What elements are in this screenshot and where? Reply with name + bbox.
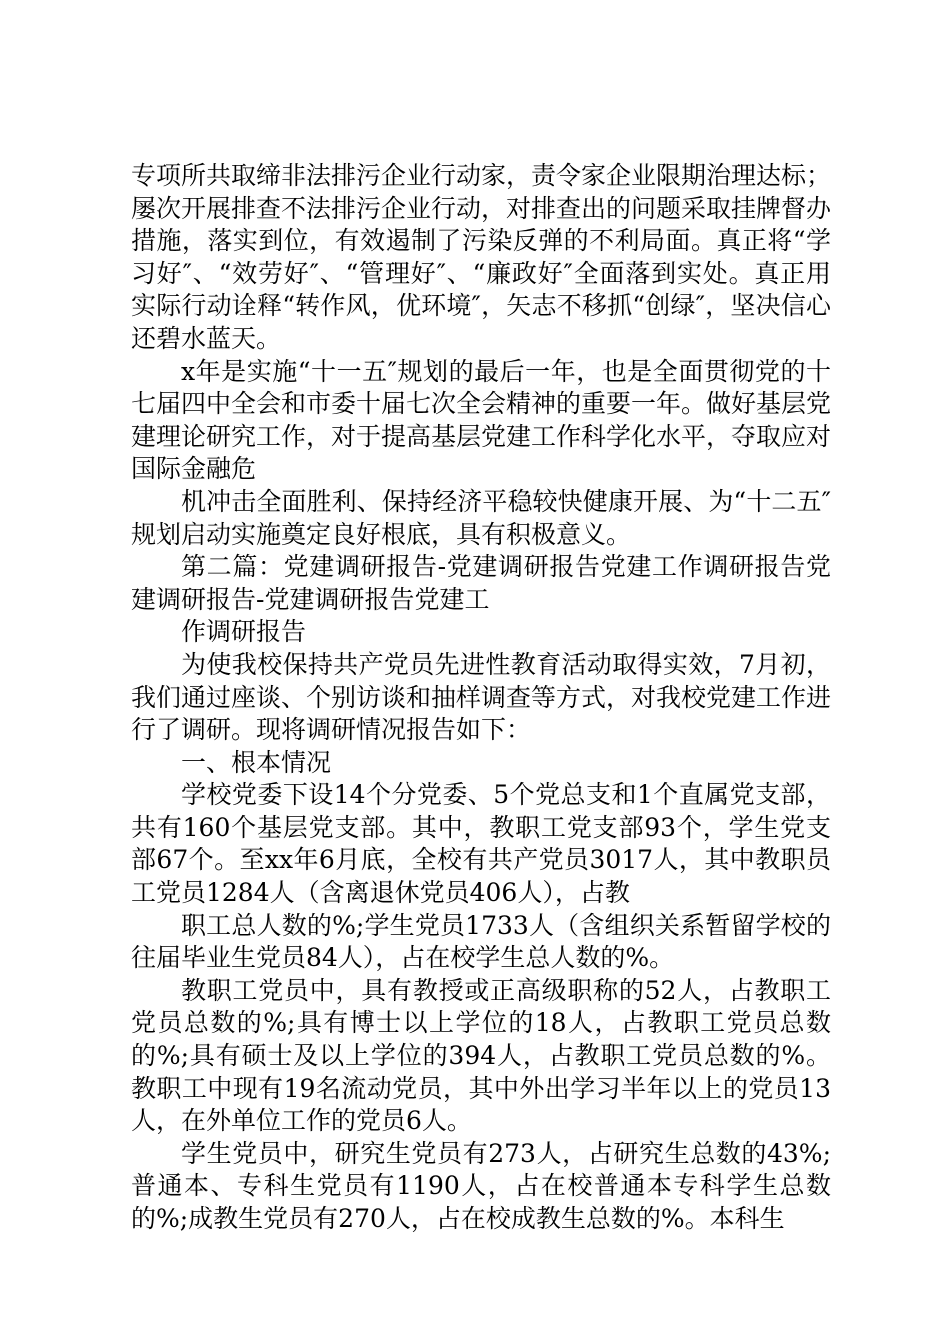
document-body bbox=[131, 160, 831, 1236]
paragraph-pollution-control: 专项所共取缔非法排污企业行动家，责令家企业限期治理达标；屡次开展排查不法排污企业行动，对排查出的问题采取挂牌督办措施，落实到位，有效遏制了污染反弹的不利局面。真正将“学习好″、“效劳好″、“管理好″、“廉政好″全面落到实处。真正用实际行动诠释“转作风，优环境″，矢志不移抓“创绿″，坚决信心还碧水蓝天。 bbox=[131, 161, 832, 353]
paragraph-staff-ratio: 职工总人数的%;学生党员1733人（含组织关系暂留学校的往届毕业生党员84人），占在校学生总人数的%。 bbox=[131, 910, 831, 973]
section-heading-continued: 作调研报告 bbox=[181, 617, 307, 647]
paragraph-five-year-plan: x年是实施“十一五″规划的最后一年，也是全面贯彻党的十七届四中全会和市委十届七次全会精神的重要一年。做好基层党建理论研究工作，对于提高基层党建工作科学化水平，夺取应对国际金融危 bbox=[131, 356, 832, 484]
subheading-basic-situation: 一、根本情况 bbox=[181, 747, 332, 777]
paragraph-significance: 机冲击全面胜利、保持经济平稳较快健康开展、为“十二五″规划启动实施奠定良好根底，具有积极意义。 bbox=[131, 486, 831, 549]
paragraph-student-members: 学生党员中，研究生党员有273人，占研究生总数的43%;普通本、专科生党员有1190人，占在校普通本专科学生总数的%;成教生党员有270人，占在校成教生总数的%。本科生 bbox=[131, 1138, 831, 1233]
section-heading-part-two: 第二篇：党建调研报告-党建调研报告党建工作调研报告党建调研报告-党建调研报告党建工 bbox=[131, 552, 831, 614]
paragraph-survey-intro: 为使我校保持共产党员先进性教育活动取得实效，7月初，我们通过座谈、个别访谈和抽样调查等方式，对我校党建工作进行了调研。现将调研情况报告如下： bbox=[131, 649, 832, 745]
paragraph-staff-members: 教职工党员中，具有教授或正高级职称的52人，占教职工党员总数的%;具有博士以上学位的18人，占教职工党员总数的%;具有硕士及以上学位的394人，占教职工党员总数的%。教职工中现有19名流动党员，其中外出学习半年以上的党员13人，在外单位工作的党员6人。 bbox=[131, 975, 831, 1136]
paragraph-party-structure: 学校党委下设14个分党委、5个党总支和1个直属党支部，共有160个基层党支部。其中，教职工党支部93个，学生党支部67个。至xx年6月底，全校有共产党员3017人，其中教职员工党员1284人（含离退休党员406人），占教 bbox=[131, 780, 831, 908]
